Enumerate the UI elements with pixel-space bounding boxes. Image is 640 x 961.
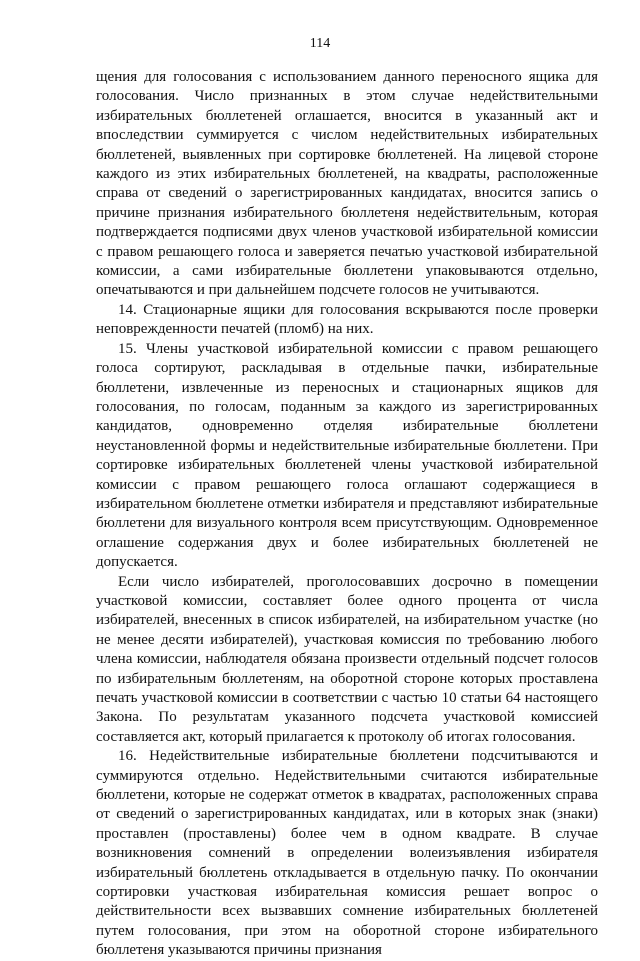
paragraph-14: 14. Стационарные ящики для голосования вскрываются после проверки неповрежденности печатей (пломб) на них. — [96, 301, 598, 338]
paragraph-continuation: щения для голосования с использованием данного переносного ящика для голосования. Число признанных в этом случае недействительными избирательных бюллетеней оглашается, вносится в указанный акт и впоследствии суммируется с числом недействительных избирательных бюллетеней, выявленных при сортировке бюллетеней. На лицевой стороне каждого из этих избирательных бюллетеней, на квадраты, расположенные справа от сведений о зарегистрированных кандидатах, вносится запись о причине признания избирательного бюллетеня недействительным, которая подтверждается подписями двух членов участковой избирательной комиссии с правом решающего голоса и заверяется печатью участковой избирательной комиссии, а сами избирательные бюллетени упаковываются отдельно, опечатываются и при дальнейшем подсчете голосов не учитываются. — [96, 69, 598, 299]
paragraph-15-early-voting: Если число избирателей, проголосовавших досрочно в помещении участковой комиссии, составляет более одного процента от числа избирателей, внесенных в список избирателей, на избирательном участке (но не менее десяти избирателей), участковая комиссия по требованию любого члена комиссии, наблюдателя обязана произвести отдельный подсчет голосов по избирательным бюллетеням, на оборотной стороне которых проставлена печать участковой комиссии в соответствии с частью 10 статьи 64 настоящего Закона. По результатам указанного подсчета участковой комиссией составляется акт, который прилагается к протоколу об итогах голосования. — [96, 573, 598, 745]
document-body — [96, 68, 598, 961]
page-number: 114 — [309, 36, 331, 51]
paragraph-15: 15. Члены участковой избирательной комиссии с правом решающего голоса сортируют, раскладывая в отдельные пачки, избирательные бюллетени, извлеченные из переносных и стационарных ящиков для голосования, по голосам, поданным за каждого из зарегистрированных кандидатов, одновременно отделяя избирательные бюллетени неустановленной формы и недействительные избирательные бюллетени. При сортировке избирательных бюллетеней члены участковой избирательной комиссии с правом решающего голоса оглашают содержащиеся в избирательном бюллетене отметки избирателя и представляют избирательные бюллетени для визуального контроля всем присутствующим. Одновременное оглашение содержания двух и более избирательных бюллетеней не допускается. — [96, 340, 598, 571]
paragraph-16: 16. Недействительные избирательные бюллетени подсчитываются и суммируются отдельно. Недействительными считаются избирательные бюллетени, которые не содержат отметок в квадратах, расположенных справа от сведений о зарегистрированных кандидатах, или в которых знак (знаки) проставлен (проставлены) более чем в одном квадрате. В случае возникновения сомнений в определении волеизъявления избирателя избирательный бюллетень откладывается в отдельную пачку. По окончании сортировки участковая избирательная комиссия решает вопрос о действительности всех вызвавших сомнение избирательных бюллетеней путем голосования, при этом на оборотной стороне избирательного бюллетеня указываются причины признания — [96, 748, 598, 959]
